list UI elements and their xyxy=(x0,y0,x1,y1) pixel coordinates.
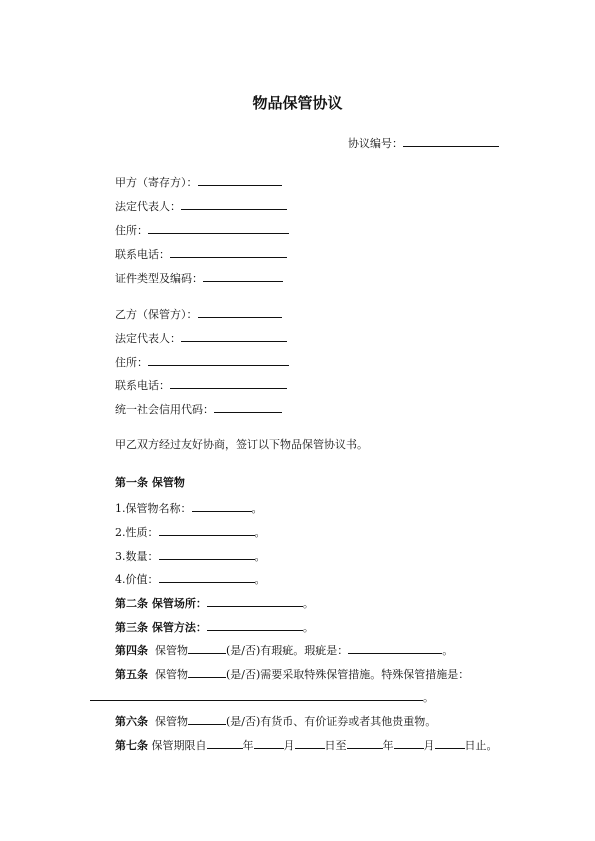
party-b-rep-blank[interactable] xyxy=(181,330,287,342)
party-a-rep-row xyxy=(115,198,287,214)
article-6-text-2: (是/否)有货币、有价证券或者其他贵重物。 xyxy=(226,715,437,728)
item-value-blank[interactable] xyxy=(159,571,255,583)
party-a-address-blank[interactable] xyxy=(148,222,289,234)
end-year-label: 年 xyxy=(382,739,394,752)
article-2-end: 。 xyxy=(302,597,314,610)
article-3-end: 。 xyxy=(302,621,314,634)
party-b-credit-blank[interactable] xyxy=(214,401,282,413)
party-b-address-row xyxy=(115,354,289,370)
item-value-label: 4.价值： xyxy=(115,573,159,586)
item-quantity-blank[interactable] xyxy=(159,548,255,560)
article-6 xyxy=(115,713,436,729)
storage-method-blank[interactable] xyxy=(207,619,303,631)
article-3-heading: 第三条 保管方法： xyxy=(115,621,207,634)
party-a-phone-blank[interactable] xyxy=(170,246,287,258)
article-4-end: 。 xyxy=(442,644,454,657)
party-b-rep-row xyxy=(115,330,287,346)
defect-description-blank[interactable] xyxy=(348,642,442,654)
article-6-text-1: 保管物 xyxy=(155,715,188,728)
article-5-end: 。 xyxy=(423,691,434,704)
party-a-rep-label: 法定代表人： xyxy=(115,200,181,213)
party-b-phone-label: 联系电话： xyxy=(115,379,170,392)
start-day-blank[interactable] xyxy=(295,737,325,749)
item-nature-blank[interactable] xyxy=(159,524,255,536)
party-b-phone-row xyxy=(115,377,287,393)
article-5-text-2: (是/否)需要采取特殊保管措施。特殊保管措施是： xyxy=(226,668,470,681)
party-a-phone-row xyxy=(115,246,287,262)
article-4 xyxy=(115,642,453,658)
start-month-label: 月 xyxy=(283,739,295,752)
item-nature-label: 2.性质： xyxy=(115,526,159,539)
start-year-blank[interactable] xyxy=(207,737,243,749)
item-quantity-label: 3.数量： xyxy=(115,550,159,563)
end-year-blank[interactable] xyxy=(347,737,383,749)
party-a-address-row xyxy=(115,222,289,238)
party-a-row xyxy=(115,174,282,190)
agreement-number-label: 协议编号： xyxy=(348,137,403,150)
party-b-credit-row xyxy=(115,401,282,417)
article-1-item-2 xyxy=(115,524,266,540)
item-nature-end: 。 xyxy=(254,526,266,539)
article-5 xyxy=(115,666,469,682)
defect-yes-no-blank[interactable] xyxy=(188,642,226,654)
party-a-address-label: 住所： xyxy=(115,224,148,237)
party-b-phone-blank[interactable] xyxy=(170,377,287,389)
end-day-label: 日止。 xyxy=(464,739,498,752)
article-1-item-1 xyxy=(115,500,263,516)
end-month-blank[interactable] xyxy=(394,737,424,749)
article-5-text-1: 保管物 xyxy=(155,668,188,681)
start-month-blank[interactable] xyxy=(254,737,284,749)
item-name-label: 1.保管物名称： xyxy=(115,502,192,515)
article-4-text-1: 保管物 xyxy=(155,644,188,657)
article-7 xyxy=(115,737,498,753)
storage-place-blank[interactable] xyxy=(207,595,303,607)
agreement-number-row xyxy=(348,135,499,151)
end-day-blank[interactable] xyxy=(435,737,465,749)
party-b-address-label: 住所： xyxy=(115,356,148,369)
party-a-phone-label: 联系电话： xyxy=(115,248,170,261)
item-name-end: 。 xyxy=(251,502,263,515)
article-6-heading: 第六条 xyxy=(115,715,148,728)
party-b-credit-label: 统一社会信用代码： xyxy=(115,403,214,416)
article-4-text-2: (是/否)有瑕疵。瑕疵是： xyxy=(226,644,349,657)
special-measures-blank[interactable] xyxy=(90,689,423,701)
item-name-blank[interactable] xyxy=(192,500,252,512)
article-1-item-4 xyxy=(115,571,266,587)
article-1-heading: 第一条 保管物 xyxy=(115,476,185,489)
agreement-number-blank[interactable] xyxy=(403,135,499,147)
article-2 xyxy=(115,595,314,611)
article-3 xyxy=(115,619,314,635)
end-month-label: 月 xyxy=(423,739,435,752)
party-b-rep-label: 法定代表人： xyxy=(115,332,181,345)
party-a-id-row xyxy=(115,270,283,286)
article-2-heading: 第二条 保管场所： xyxy=(115,597,207,610)
start-year-label: 年 xyxy=(242,739,254,752)
item-quantity-end: 。 xyxy=(254,550,266,563)
party-a-label: 甲方（寄存方）： xyxy=(115,176,198,189)
document-title: 物品保管协议 xyxy=(252,94,343,112)
party-b-label: 乙方（保管方）： xyxy=(115,308,198,321)
article-4-heading: 第四条 xyxy=(115,644,148,657)
article-5-heading: 第五条 xyxy=(115,668,148,681)
intro-paragraph: 甲乙双方经过友好协商，签订以下物品保管协议书。 xyxy=(115,438,368,451)
article-7-heading: 第七条 xyxy=(115,739,148,752)
valuables-yes-no-blank[interactable] xyxy=(188,713,226,725)
item-value-end: 。 xyxy=(254,573,266,586)
party-a-id-label: 证件类型及编码： xyxy=(115,272,203,285)
start-day-label: 日至 xyxy=(324,739,347,752)
party-b-blank[interactable] xyxy=(198,306,282,318)
party-a-id-blank[interactable] xyxy=(203,270,283,282)
party-a-rep-blank[interactable] xyxy=(181,198,287,210)
article-7-text-1: 保管期限自 xyxy=(151,739,207,752)
party-b-row xyxy=(115,306,282,322)
special-measures-yes-no-blank[interactable] xyxy=(188,666,226,678)
article-1-item-3 xyxy=(115,548,266,564)
party-a-blank[interactable] xyxy=(198,174,282,186)
party-b-address-blank[interactable] xyxy=(148,354,289,366)
article-5-continuation xyxy=(90,689,434,705)
